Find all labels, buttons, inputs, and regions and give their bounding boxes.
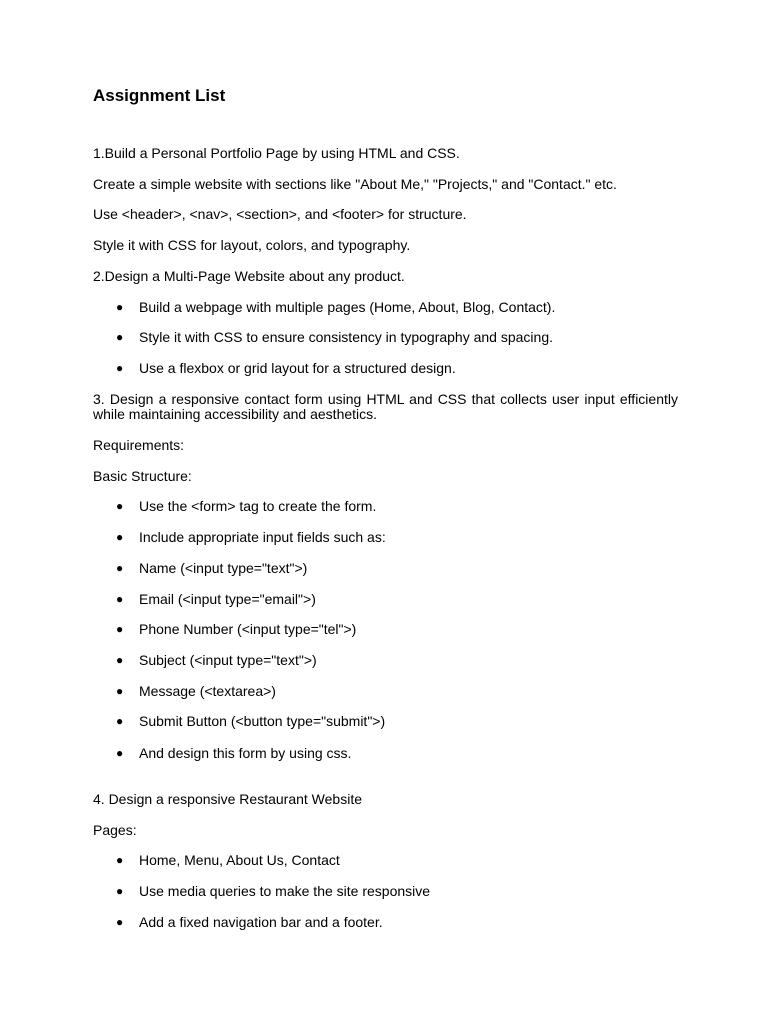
bullet-icon: ● (116, 884, 124, 898)
list-item-text: And design this form by using css. (139, 745, 352, 761)
list-item-text: Message (<textarea>) (139, 683, 276, 699)
requirements-label: Requirements: (93, 437, 185, 453)
list-item-text: Email (<input type="email">) (139, 591, 316, 607)
list-item-text: Use media queries to make the site responsive (139, 883, 431, 899)
assignment-1-line-2: Use <header>, <nav>, <section>, and <footer> for structure. (93, 206, 467, 222)
assignment-4-heading: 4. Design a responsive Restaurant Website (93, 791, 362, 807)
list-item-text: Add a fixed navigation bar and a footer. (139, 914, 383, 930)
bullet-icon: ● (116, 592, 124, 606)
bullet-icon: ● (116, 561, 124, 575)
list-item-text: Style it with CSS to ensure consistency in typography and spacing. (139, 329, 553, 345)
bullet-icon: ● (116, 653, 124, 667)
bullet-icon: ● (116, 746, 124, 760)
assignment-1-heading: 1.Build a Personal Portfolio Page by using HTML and CSS. (93, 145, 460, 161)
assignment-2-heading: 2.Design a Multi-Page Website about any product. (93, 268, 405, 284)
bullet-icon: ● (116, 499, 124, 513)
bullet-icon: ● (116, 915, 124, 929)
page-title: Assignment List (93, 86, 226, 105)
bullet-icon: ● (116, 530, 124, 544)
bullet-icon: ● (116, 300, 124, 314)
bullet-icon: ● (116, 853, 124, 867)
list-item-text: Use the <form> tag to create the form. (139, 498, 377, 514)
assignment-3-heading: 3. Design a responsive contact form using HTML and CSS that collects user input efficiently while maintaining accessibility and aesthetics. (93, 391, 678, 422)
list-item-text: Build a webpage with multiple pages (Home, About, Blog, Contact). (139, 299, 556, 315)
pages-label: Pages: (93, 822, 137, 838)
bullet-icon: ● (116, 361, 124, 375)
list-item-text: Submit Button (<button type="submit">) (139, 713, 386, 729)
assignment-1-line-1: Create a simple website with sections like "About Me," "Projects," and "Contact." etc. (93, 176, 617, 192)
bullet-icon: ● (116, 714, 124, 728)
list-item-text: Subject (<input type="text">) (139, 652, 317, 668)
bullet-icon: ● (116, 684, 124, 698)
basic-structure-label: Basic Structure: (93, 468, 192, 484)
list-item-text: Phone Number (<input type="tel">) (139, 621, 357, 637)
list-item-text: Home, Menu, About Us, Contact (139, 852, 340, 868)
list-item-text: Use a flexbox or grid layout for a structured design. (139, 360, 456, 376)
bullet-icon: ● (116, 622, 124, 636)
list-item-text: Include appropriate input fields such as: (139, 529, 386, 545)
assignment-1-line-3: Style it with CSS for layout, colors, and typography. (93, 237, 411, 253)
bullet-icon: ● (116, 330, 124, 344)
list-item-text: Name (<input type="text">) (139, 560, 308, 576)
